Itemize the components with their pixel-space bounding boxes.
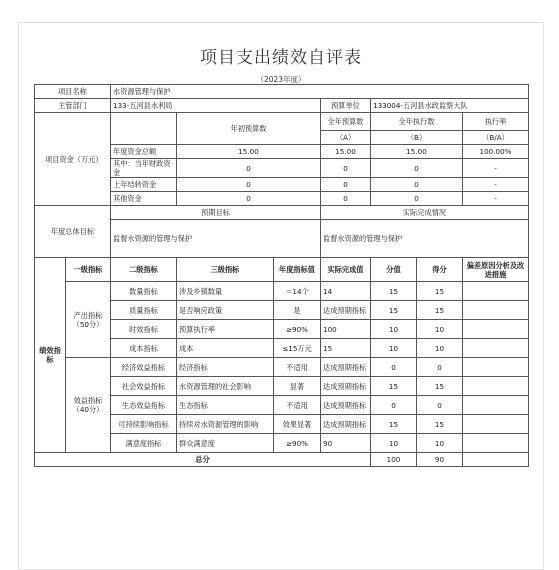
indicator-target: ≥90% bbox=[274, 320, 321, 339]
indicator-reason bbox=[463, 282, 529, 301]
indicator-reason bbox=[463, 320, 529, 339]
funds-label: 项目资金（万元） bbox=[35, 113, 111, 206]
indicator-weight: 15 bbox=[371, 282, 417, 301]
table-row bbox=[35, 99, 529, 113]
fund-initial: 0 bbox=[177, 159, 321, 178]
table-row bbox=[35, 206, 529, 220]
indicator-actual: 达成预期指标 bbox=[321, 415, 371, 434]
indicator-target: ≤15万元 bbox=[274, 339, 321, 358]
indicator-reason bbox=[463, 396, 529, 415]
expected-goal: 监督水资源的管理与保护 bbox=[111, 220, 321, 258]
indicator-weight: 15 bbox=[371, 415, 417, 434]
table-row bbox=[35, 85, 529, 99]
hdr-level2: 二级指标 bbox=[111, 258, 177, 282]
indicator-reason bbox=[463, 358, 529, 377]
unit-value: 133004-五河县水政监察大队 bbox=[371, 99, 529, 113]
indicator-weight: 10 bbox=[371, 320, 417, 339]
indicator-target: 不适用 bbox=[274, 396, 321, 415]
indicator-score: 10 bbox=[417, 339, 463, 358]
fund-name: 上年结转资金 bbox=[111, 178, 177, 192]
indicator-score: 0 bbox=[417, 396, 463, 415]
col-exec: 全年执行数 bbox=[371, 113, 463, 131]
indicator-target: ＝14个 bbox=[274, 282, 321, 301]
indicator-level3: 生态指标 bbox=[177, 396, 274, 415]
dept-value: 133-五河县水利局 bbox=[111, 99, 321, 113]
fund-exec: 0 bbox=[371, 159, 463, 178]
document-page bbox=[18, 22, 544, 570]
total-score: 90 bbox=[417, 453, 463, 467]
indicator-level2: 经济效益指标 bbox=[111, 358, 177, 377]
indicator-actual: 达成预期指标 bbox=[321, 377, 371, 396]
indicator-target: 效果显著 bbox=[274, 415, 321, 434]
indicator-score: 15 bbox=[417, 301, 463, 320]
indicator-actual: 100 bbox=[321, 320, 371, 339]
dept-label: 主管部门 bbox=[35, 99, 111, 113]
indicator-score: 10 bbox=[417, 434, 463, 453]
indicator-level3: 涉及乡镇数量 bbox=[177, 282, 274, 301]
fund-name: 其他资金 bbox=[111, 192, 177, 206]
hdr-score: 得分 bbox=[417, 258, 463, 282]
hdr-weight: 分值 bbox=[371, 258, 417, 282]
funds-blank bbox=[111, 113, 177, 145]
col-rate: 执行率 bbox=[463, 113, 529, 131]
col-rate-code: （B/A） bbox=[463, 131, 529, 145]
project-name-label: 项目名称 bbox=[35, 85, 111, 99]
indicator-reason bbox=[463, 434, 529, 453]
indicator-actual: 15 bbox=[321, 339, 371, 358]
table-row bbox=[35, 113, 529, 131]
fund-initial: 0 bbox=[177, 178, 321, 192]
fund-exec: 0 bbox=[371, 192, 463, 206]
indicator-level2: 时效指标 bbox=[111, 320, 177, 339]
total-blank bbox=[463, 453, 529, 467]
indicator-reason bbox=[463, 415, 529, 434]
indicator-score: 15 bbox=[417, 282, 463, 301]
indicator-score: 15 bbox=[417, 415, 463, 434]
fund-full: 0 bbox=[321, 159, 371, 178]
indicator-level3: 群众满意度 bbox=[177, 434, 274, 453]
fund-name: 年度资金总额 bbox=[111, 145, 177, 159]
indicator-level3: 水资源管理的社会影响 bbox=[177, 377, 274, 396]
hdr-reason: 偏差原因分析及改进措施 bbox=[463, 258, 529, 282]
indicator-target: 是 bbox=[274, 301, 321, 320]
indicator-reason bbox=[463, 339, 529, 358]
indicator-level2: 社会效益指标 bbox=[111, 377, 177, 396]
unit-label: 预算单位 bbox=[321, 99, 371, 113]
actual-goal: 监督水资源的管理与保护 bbox=[321, 220, 529, 258]
indicator-weight: 15 bbox=[371, 301, 417, 320]
indicator-group: 产出指标（50分） bbox=[66, 282, 111, 358]
indicator-weight: 0 bbox=[371, 358, 417, 377]
document-year: （2023年度） bbox=[256, 75, 306, 84]
indicator-level3: 预算执行率 bbox=[177, 320, 274, 339]
perf-label: 绩效指标 bbox=[35, 258, 66, 453]
fund-full: 0 bbox=[321, 192, 371, 206]
hdr-target: 年度指标值 bbox=[274, 258, 321, 282]
fund-full: 15.00 bbox=[321, 145, 371, 159]
table-row bbox=[35, 258, 529, 282]
fund-rate: - bbox=[463, 178, 529, 192]
col-initial: 年初预算数 bbox=[177, 113, 321, 145]
indicator-target: 显著 bbox=[274, 377, 321, 396]
fund-full: 0 bbox=[321, 178, 371, 192]
col-full-code: （A） bbox=[321, 131, 371, 145]
actual-header: 实际完成情况 bbox=[321, 206, 529, 220]
col-full: 全年预算数 bbox=[321, 113, 371, 131]
indicator-level2: 可持续影响指标 bbox=[111, 415, 177, 434]
fund-initial: 0 bbox=[177, 192, 321, 206]
hdr-level3: 三级指标 bbox=[177, 258, 274, 282]
indicator-weight: 15 bbox=[371, 377, 417, 396]
indicator-weight: 0 bbox=[371, 396, 417, 415]
indicator-level3: 持续对水资源管理的影响 bbox=[177, 415, 274, 434]
fund-initial: 15.00 bbox=[177, 145, 321, 159]
indicator-weight: 10 bbox=[371, 339, 417, 358]
indicator-level3: 经济指标 bbox=[177, 358, 274, 377]
indicator-group: 效益指标（40分） bbox=[66, 358, 111, 453]
indicator-weight: 10 bbox=[371, 434, 417, 453]
table-row bbox=[35, 282, 529, 301]
table-row bbox=[35, 358, 529, 377]
indicator-level3: 成本 bbox=[177, 339, 274, 358]
indicator-level2: 质量指标 bbox=[111, 301, 177, 320]
goals-label: 年度总体目标 bbox=[35, 206, 111, 258]
indicator-level3: 是否响应政策 bbox=[177, 301, 274, 320]
indicator-level2: 满意度指标 bbox=[111, 434, 177, 453]
indicator-actual: 90 bbox=[321, 434, 371, 453]
hdr-actual: 实际完成值 bbox=[321, 258, 371, 282]
fund-name: 其中：当年财政资金 bbox=[111, 159, 177, 178]
indicator-score: 10 bbox=[417, 320, 463, 339]
indicator-reason bbox=[463, 301, 529, 320]
indicator-score: 15 bbox=[417, 377, 463, 396]
indicator-actual: 14 bbox=[321, 282, 371, 301]
indicator-actual: 达成预期指标 bbox=[321, 396, 371, 415]
fund-exec: 0 bbox=[371, 178, 463, 192]
fund-rate: 100.00% bbox=[463, 145, 529, 159]
indicator-actual: 达成预期指标 bbox=[321, 358, 371, 377]
indicator-actual: 达成预期指标 bbox=[321, 301, 371, 320]
hdr-level1: 一级指标 bbox=[66, 258, 111, 282]
expected-header: 预期目标 bbox=[111, 206, 321, 220]
indicator-score: 0 bbox=[417, 358, 463, 377]
indicator-target: ≥90% bbox=[274, 434, 321, 453]
indicator-level2: 生态效益指标 bbox=[111, 396, 177, 415]
fund-rate: - bbox=[463, 192, 529, 206]
total-label: 总分 bbox=[35, 453, 371, 467]
project-name-value: 水资源管理与保护 bbox=[111, 85, 529, 99]
evaluation-table bbox=[34, 84, 529, 467]
table-row bbox=[35, 453, 529, 467]
indicator-reason bbox=[463, 377, 529, 396]
indicator-level2: 成本指标 bbox=[111, 339, 177, 358]
document-title: 项目支出绩效自评表 bbox=[200, 48, 362, 68]
fund-rate: - bbox=[463, 159, 529, 178]
indicator-level2: 数量指标 bbox=[111, 282, 177, 301]
total-weight: 100 bbox=[371, 453, 417, 467]
indicator-target: 不适用 bbox=[274, 358, 321, 377]
fund-exec: 15.00 bbox=[371, 145, 463, 159]
col-exec-code: （B） bbox=[371, 131, 463, 145]
